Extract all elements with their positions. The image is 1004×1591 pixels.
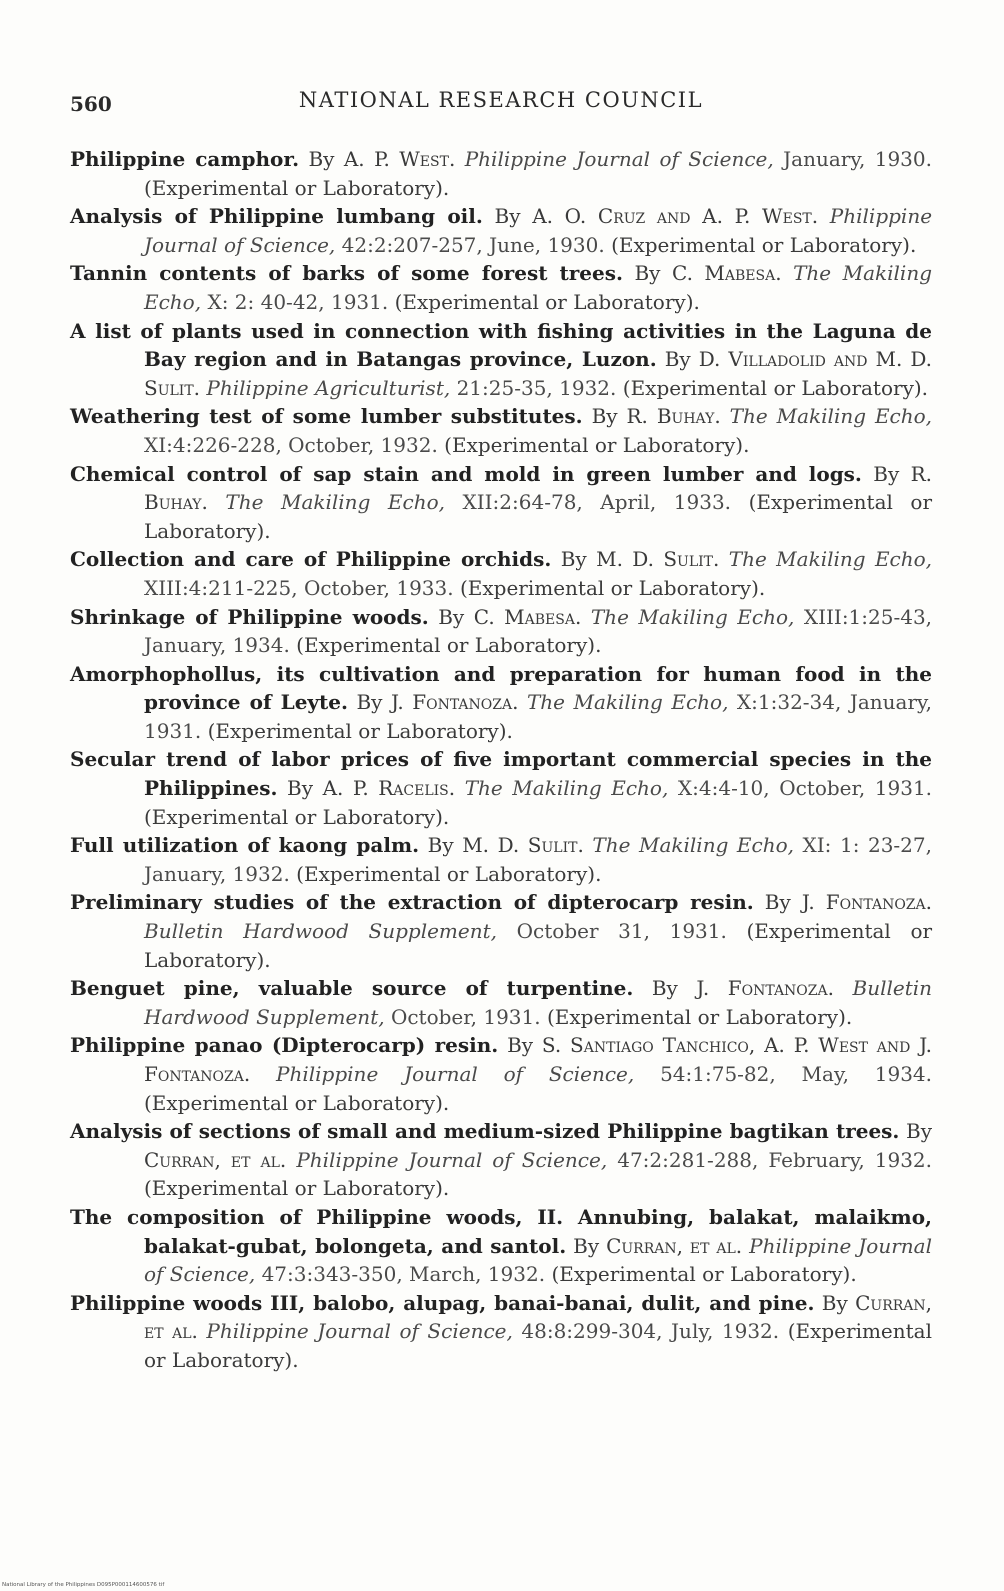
entry-title: Preliminary studies of the extraction of dipterocarp resin.: [70, 890, 754, 915]
bibliography-entry: [70, 1031, 932, 1117]
bibliography-entry: [70, 1289, 932, 1375]
entry-by: By: [560, 547, 587, 572]
entry-source: The Makiling Echo,: [464, 776, 669, 801]
entry-by: By: [438, 604, 465, 629]
entry-title: Philippine panao (Dipterocarp) resin.: [70, 1033, 499, 1058]
entry-authors: S. Santiago Tanchico, A. P. West and J. Fontanoza.: [144, 1033, 933, 1086]
entry-source: Philippine Journal of Science,: [276, 1062, 635, 1086]
entry-authors: J. Fontanoza.: [696, 976, 834, 1001]
entry-citation: 21:25-35, 1932.: [456, 375, 617, 400]
entry-source: Bulletin Hardwood Supplement,: [144, 976, 933, 1029]
entry-title: Chemical control of sap stain and mold in green lumber and logs.: [70, 461, 862, 486]
bibliography-entry: [70, 317, 932, 403]
entry-note: (Experimental or Laboratory).: [546, 1004, 853, 1029]
entry-citation: October, 1931.: [390, 1004, 541, 1029]
entry-citation: 42:2:207-257, June, 1930.: [341, 232, 605, 257]
entry-title: Analysis of sections of small and medium-sized Philippine bagtikan trees.: [70, 1119, 900, 1144]
entry-by: By: [494, 204, 521, 229]
entry-note: (Experimental or Laboratory).: [444, 432, 750, 457]
entry-by: By: [356, 690, 383, 715]
entry-title: Philippine woods III, balobo, alupag, banai-banai, dulit, and pine.: [70, 1290, 815, 1315]
entry-source: The Makiling Echo,: [225, 490, 445, 515]
entry-title: Amorphophollus, its cultivation and preparation for human food in the province of Leyte.: [70, 661, 932, 715]
entry-authors: Curran, et al.: [144, 1290, 933, 1344]
entry-note: (Experimental or Laboratory).: [144, 1090, 450, 1115]
entry-title: Collection and care of Philippine orchids.: [70, 547, 552, 572]
scan-footer-note: National Library of the Philippines D095P000114600576 tif: [2, 1582, 165, 1588]
entry-citation: January, 1930.: [783, 147, 932, 171]
bibliography-entry: [70, 1117, 932, 1203]
entry-note: (Experimental or Laboratory).: [296, 861, 602, 886]
entry-citation: XII:2:64-78, April, 1933.: [462, 490, 732, 515]
bibliography-list: [70, 145, 932, 1375]
entry-citation: XIII:4:211-225, October, 1933.: [144, 575, 454, 600]
bibliography-entry: [70, 603, 932, 660]
entry-source: Bulletin Hardwood Supplement,: [144, 919, 498, 944]
bibliography-entry: [70, 545, 932, 602]
entry-by: By: [664, 347, 691, 372]
entry-note: (Experimental or Laboratory).: [551, 1262, 857, 1287]
entry-citation: X: 2: 40-42, 1931.: [207, 289, 389, 314]
entry-authors: J. Fontanoza.: [801, 890, 933, 915]
entry-note: (Experimental or Laboratory).: [144, 919, 933, 972]
entry-by: By: [873, 461, 900, 486]
entry-by: By: [764, 890, 791, 915]
bibliography-entry: [70, 974, 932, 1031]
entry-citation: XIII:1:25-43, January, 1934.: [144, 604, 933, 658]
entry-title: Shrinkage of Philippine woods.: [70, 604, 429, 629]
entry-title: Benguet pine, valuable source of turpentine.: [70, 976, 634, 1001]
entry-by: By: [821, 1290, 848, 1315]
entry-note: (Experimental or Laboratory).: [144, 1176, 450, 1201]
entry-source: Philippine Journal of Science,: [144, 204, 933, 257]
entry-source: Philippine Agriculturist,: [206, 375, 451, 400]
entry-authors: M. D. Sulit.: [462, 833, 584, 858]
entry-title: Secular trend of labor prices of five important commercial species in the Philippines.: [70, 747, 932, 801]
entry-title: Weathering test of some lumber substitutes.: [70, 404, 583, 429]
entry-note: (Experimental or Laboratory).: [622, 375, 929, 400]
entry-citation: XI: 1: 23-27, January, 1932.: [144, 833, 932, 886]
entry-by: By: [507, 1033, 534, 1058]
entry-authors: C. Mabesa.: [473, 604, 582, 629]
entry-authors: R. Buhay.: [626, 404, 721, 429]
entry-source: Philippine Journal of Science,: [464, 147, 774, 171]
entry-citation: 54:1:75-82, May, 1934.: [660, 1062, 933, 1086]
entry-title: Philippine camphor.: [70, 147, 300, 171]
entry-title: Analysis of Philippine lumbang oil.: [70, 204, 483, 229]
page-number: 560: [70, 92, 112, 116]
entry-citation: October 31, 1931.: [516, 919, 727, 944]
entry-authors: Curran, et al.: [144, 1147, 287, 1172]
entry-title: A list of plants used in connection with fishing activities in the Laguna de Bay region and in Batangas province, Luzon.: [70, 318, 932, 372]
entry-citation: 47:3:343-350, March, 1932.: [261, 1262, 546, 1287]
entry-by: By: [573, 1233, 600, 1258]
entry-source: The Makiling Echo,: [728, 547, 933, 572]
entry-authors: A. P. Racelis.: [322, 776, 456, 801]
bibliography-entry: [70, 145, 932, 202]
entry-note: (Experimental or Laboratory).: [394, 289, 700, 314]
entry-by: By: [651, 976, 678, 1001]
entry-authors: D. Villadolid and M. D. Sulit.: [144, 347, 933, 400]
entry-by: By: [634, 261, 661, 286]
entry-authors: J. Fontanoza.: [390, 690, 519, 715]
bibliography-entry: [70, 460, 932, 546]
entry-source: Philippine Journal of Science,: [296, 1147, 608, 1172]
entry-title: Tannin contents of barks of some forest trees.: [70, 261, 623, 286]
entry-source: Philippine Journal of Science,: [206, 1319, 513, 1344]
entry-source: The Makiling Echo,: [144, 261, 933, 314]
entry-citation: X:4:4-10, October, 1931.: [677, 776, 933, 801]
page-header: [70, 84, 932, 118]
entry-citation: X:1:32-34, January, 1931.: [144, 690, 933, 743]
entry-authors: M. D. Sulit.: [596, 547, 720, 572]
entry-title: Full utilization of kaong palm.: [70, 833, 420, 858]
entry-source: Philippine Journal of Science,: [144, 1233, 932, 1287]
entry-authors: A. O. Cruz and A. P. West.: [532, 204, 819, 229]
entry-citation: XI:4:226-228, October, 1932.: [144, 432, 438, 457]
bibliography-entry: [70, 745, 932, 831]
entry-by: By: [308, 147, 335, 171]
bibliography-entry: [70, 831, 932, 888]
entry-note: (Experimental or Laboratory).: [144, 804, 450, 829]
bibliography-entry: [70, 402, 932, 459]
bibliography-entry: [70, 202, 932, 259]
running-head: NATIONAL RESEARCH COUNCIL: [298, 88, 704, 112]
entry-by: By: [427, 833, 454, 858]
entry-authors: R. Buhay.: [144, 461, 933, 515]
entry-citation: 48:8:299-304, July, 1932.: [521, 1319, 780, 1344]
entry-note: (Experimental or Laboratory).: [459, 575, 766, 600]
entry-source: The Makiling Echo,: [526, 690, 729, 715]
bibliography-entry: [70, 888, 932, 974]
bibliography-entry: [70, 1203, 932, 1289]
entry-by: By: [591, 404, 618, 429]
entry-authors: A. P. West.: [343, 147, 456, 171]
entry-source: The Makiling Echo,: [592, 833, 794, 858]
bibliography-entry: [70, 660, 932, 746]
entry-note: (Experimental or Laboratory).: [611, 232, 917, 257]
entry-title: The composition of Philippine woods, II. Annubing, balakat, malaikmo, balakat-gubat, bolongeta, and santol.: [70, 1204, 932, 1258]
entry-authors: Curran, et al.: [606, 1233, 743, 1258]
entry-note: (Experimental or Laboratory).: [144, 490, 933, 543]
entry-authors: C. Mabesa.: [671, 261, 782, 286]
entry-note: (Experimental or Laboratory).: [144, 1319, 933, 1372]
entry-citation: 47:2:281-288, February, 1932.: [617, 1147, 933, 1172]
entry-source: The Makiling Echo,: [729, 404, 933, 429]
entry-by: By: [287, 776, 313, 801]
entry-note: (Experimental or Laboratory).: [296, 633, 602, 658]
entry-source: The Makiling Echo,: [590, 604, 795, 629]
entry-note: (Experimental or Laboratory).: [144, 175, 450, 200]
bibliography-entry: [70, 259, 932, 316]
entry-note: (Experimental or Laboratory).: [207, 718, 513, 743]
entry-by: By: [906, 1119, 932, 1144]
